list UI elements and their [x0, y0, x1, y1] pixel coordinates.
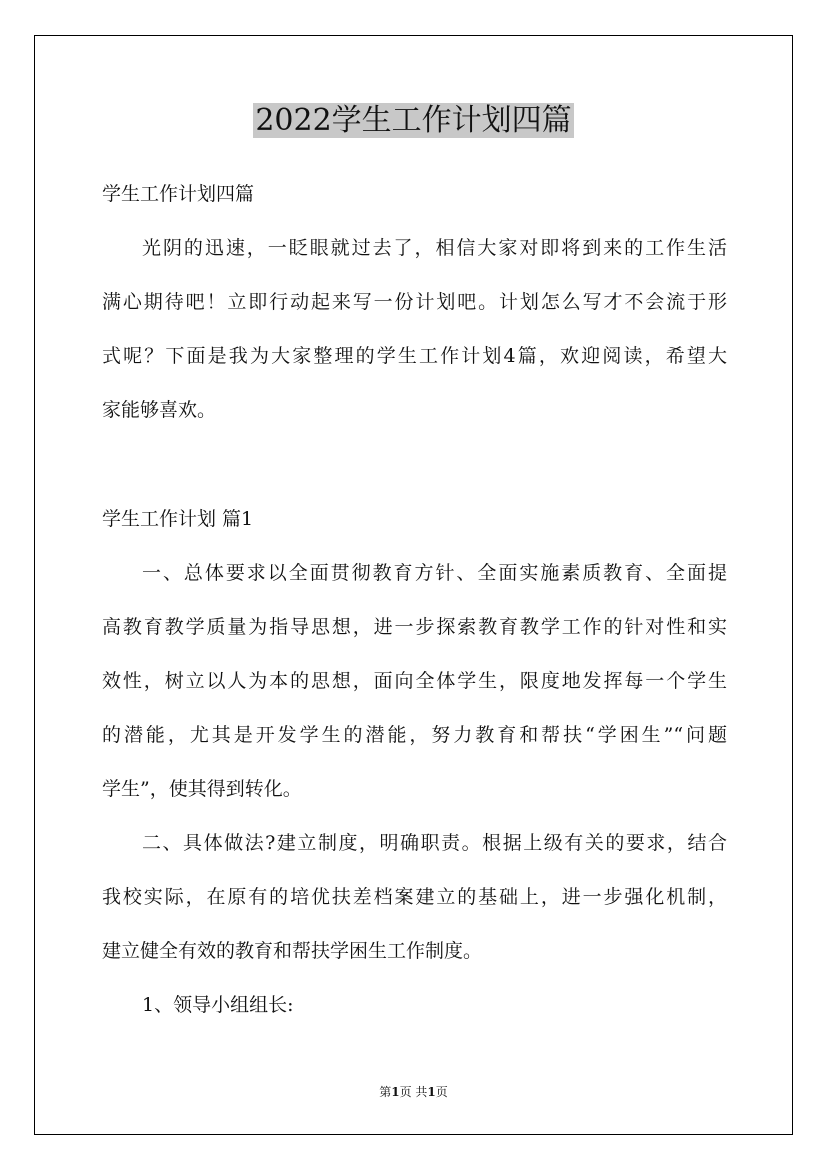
para2-line-3: 建立健全有效的教育和帮扶学困生工作制度。: [102, 940, 483, 962]
para2-line-2: 我校实际，在原有的培优扶差档案建立的基础上，进一步强化机制，: [102, 886, 727, 908]
para1-line-1: 一、总体要求以全面贯彻教育方针、全面实施素质教育、全面提: [142, 562, 727, 584]
footer-suffix: 页: [435, 1085, 448, 1099]
intro-line-2: 满心期待吧！立即行动起来写一份计划吧。计划怎么写才不会流于形: [102, 291, 727, 313]
footer-total-pages: 1: [427, 1085, 436, 1099]
footer-prefix: 第: [379, 1085, 392, 1099]
footer-current-page: 1: [391, 1085, 400, 1099]
para1-line-5: 学生”，使其得到转化。: [102, 778, 302, 800]
section-heading: 学生工作计划 篇1: [102, 508, 254, 530]
para2-line-1: 二、具体做法?建立制度，明确职责。根据上级有关的要求，结合: [142, 832, 727, 854]
document-subtitle: 学生工作计划四篇: [102, 183, 255, 205]
para1-line-2: 高教育教学质量为指导思想，进一步探索教育教学工作的针对性和实: [102, 616, 727, 638]
intro-line-4: 家能够喜欢。: [102, 399, 217, 421]
footer-middle: 页 共: [399, 1085, 428, 1099]
list-item-1: 1、领导小组组长:: [142, 994, 294, 1016]
para1-line-3: 效性，树立以人为本的思想，面向全体学生，限度地发挥每一个学生: [102, 670, 727, 692]
intro-line-1: 光阴的迅速，一眨眼就过去了，相信大家对即将到来的工作生活: [142, 237, 727, 259]
intro-line-3: 式呢？下面是我为大家整理的学生工作计划4篇，欢迎阅读，希望大: [102, 345, 727, 367]
page-footer: [0, 1084, 827, 1100]
para1-line-4: 的潜能，尤其是开发学生的潜能，努力教育和帮扶“学困生”“问题: [102, 724, 727, 746]
document-title: [0, 98, 827, 144]
document-title-text: 2022学生工作计划四篇: [255, 103, 572, 138]
